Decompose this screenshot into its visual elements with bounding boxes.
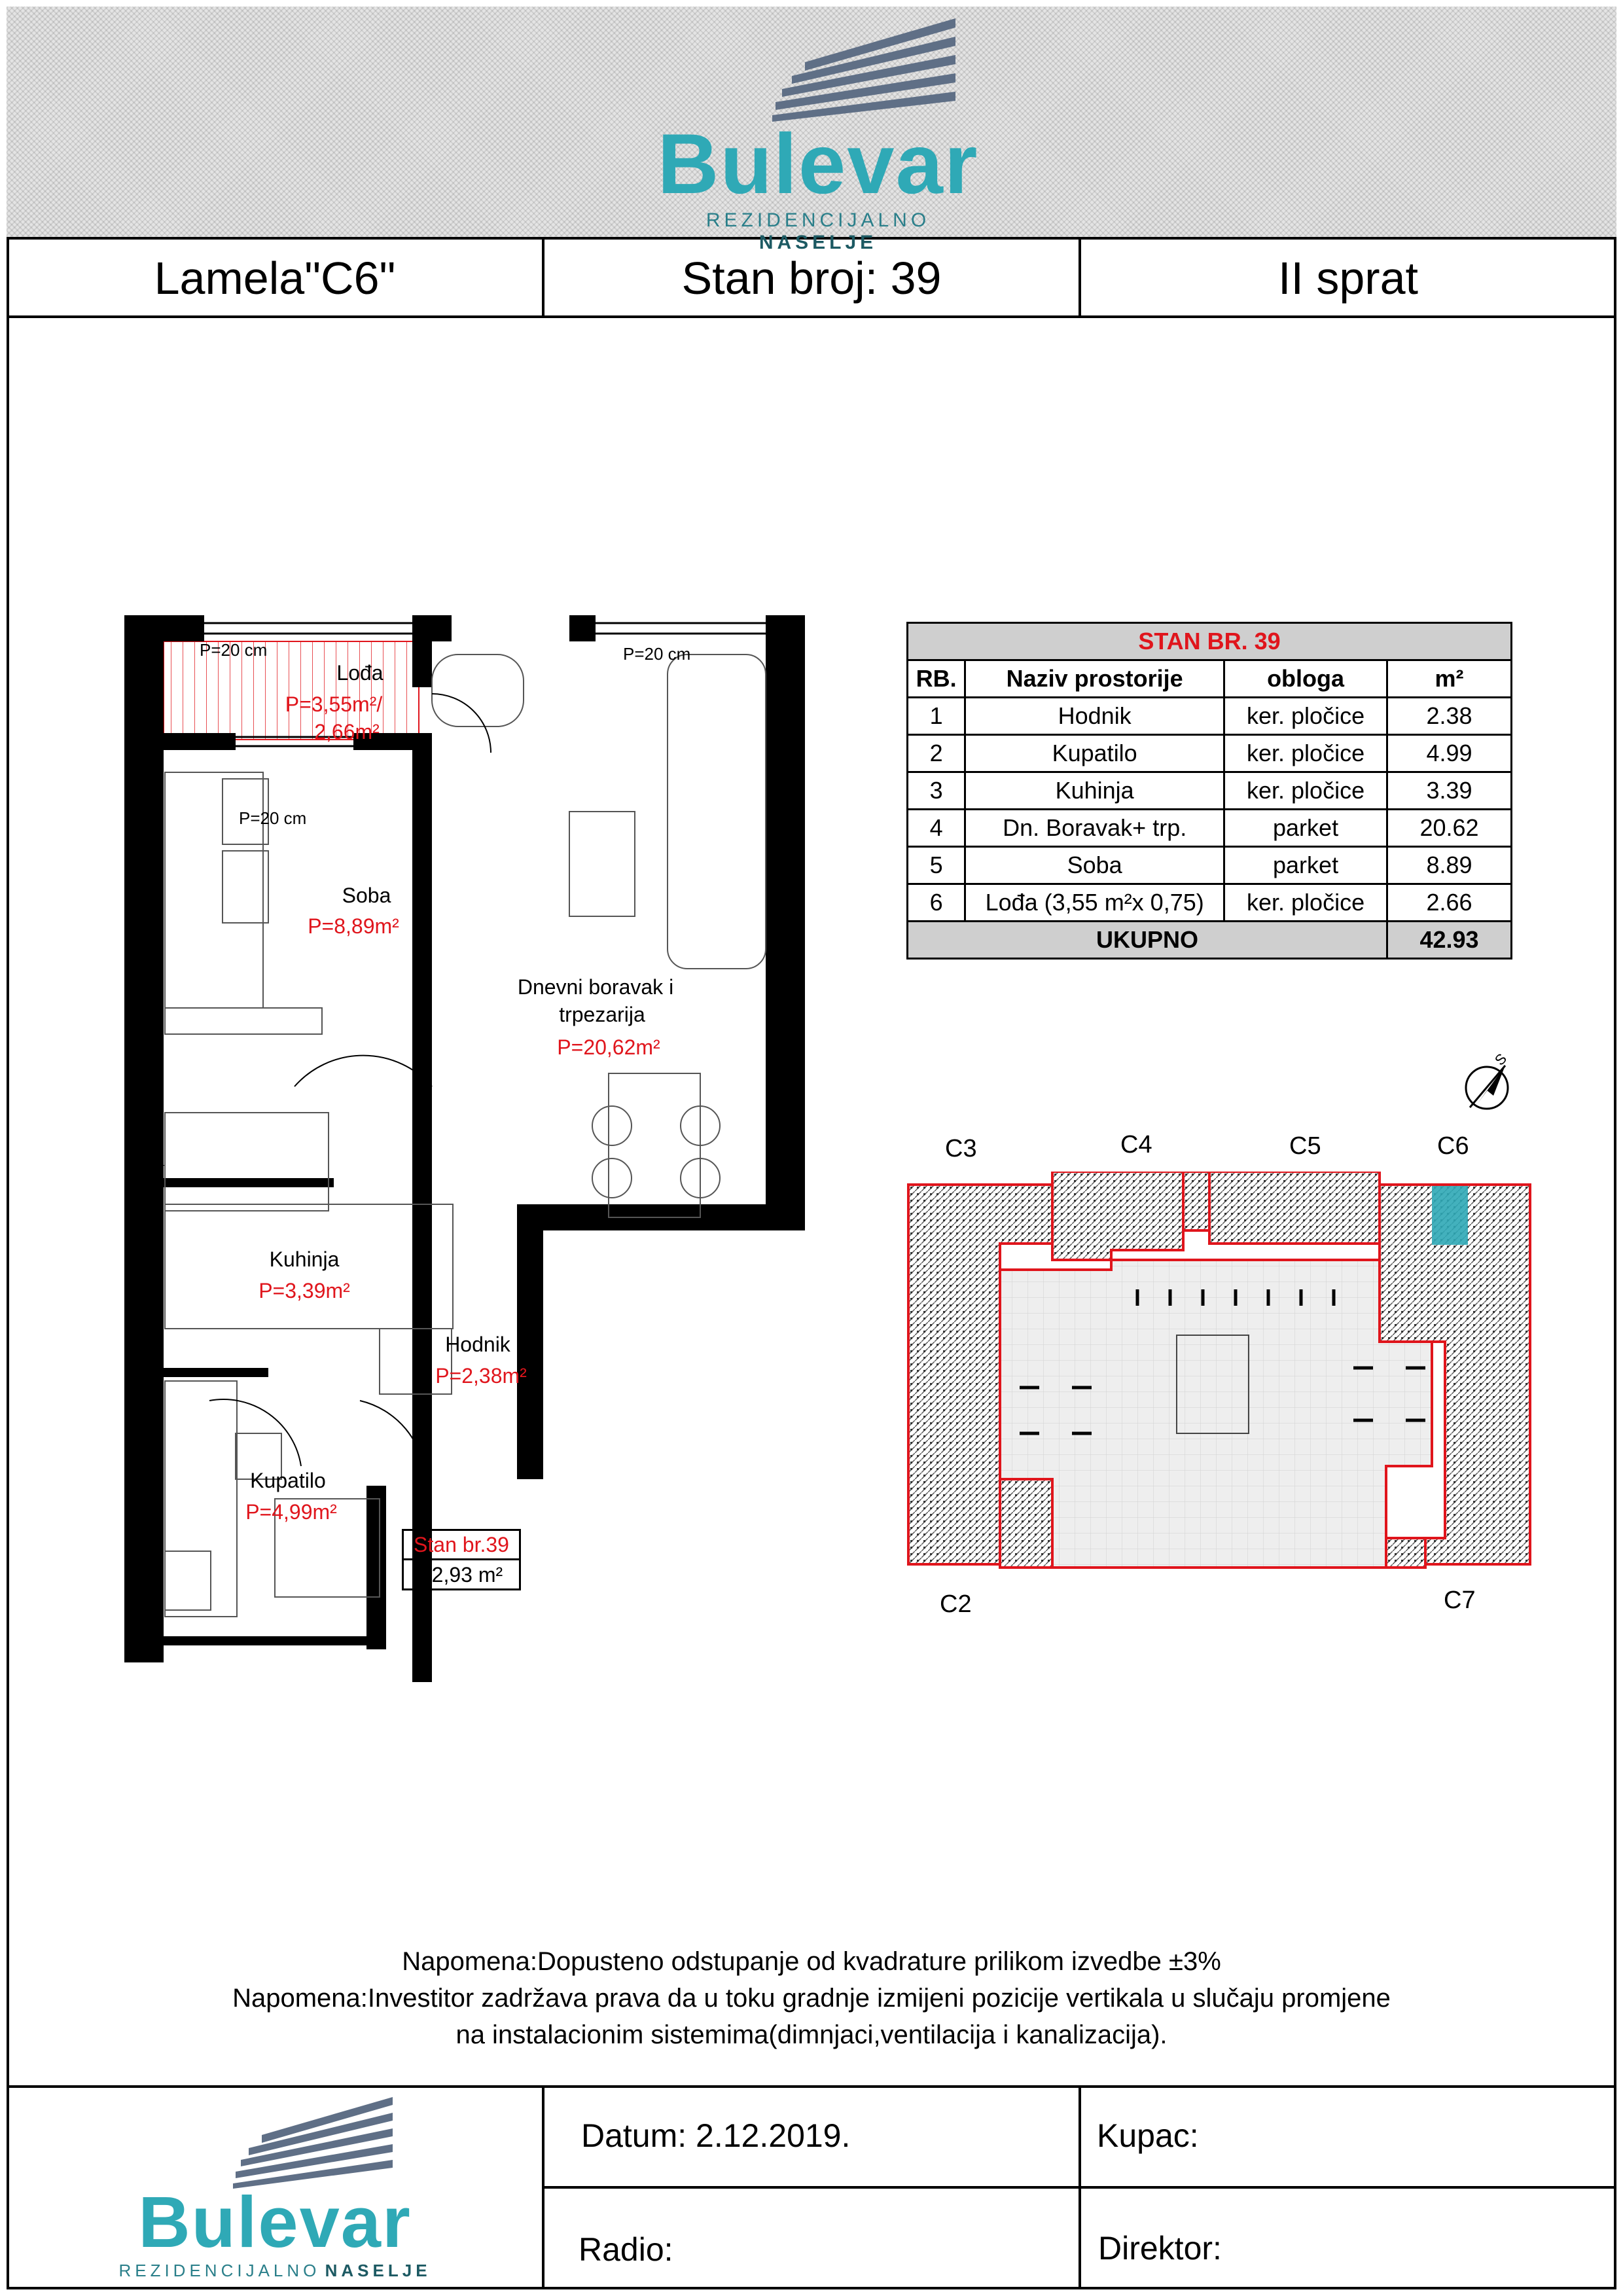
title-divider-1 <box>542 240 544 317</box>
stamp-title: Stan br.39 <box>404 1531 519 1560</box>
footer-logo <box>118 2092 432 2282</box>
brand-subtitle: REZIDENCIJALNO NASELJE <box>705 209 931 253</box>
col-m2: m² <box>1387 660 1512 698</box>
room-kuhinja-name: Kuhinja <box>269 1247 340 1271</box>
table-row: 1 Hodnik ker. pločice 2.38 <box>908 698 1512 735</box>
room-loggia-name: Lođa <box>336 661 383 685</box>
note-1: Napomena:Dopusteno odstupanje od kvadrature prilikom izvedbe ±3% <box>402 1947 1221 1976</box>
lamela-c4: C4 <box>1120 1131 1152 1158</box>
room-kupatilo-name: Kupatilo <box>250 1469 326 1492</box>
compass-label: S <box>1491 1050 1510 1069</box>
room-soba-name: Soba <box>342 884 391 907</box>
room-loggia-area-a: P=3,55m²/ <box>285 692 383 716</box>
width-label-loggia: P=20 cm <box>200 640 268 660</box>
room-table <box>906 622 1512 960</box>
room-loggia-area-b: 2,66m² <box>314 720 380 744</box>
apartment-stamp <box>402 1529 521 1590</box>
total-value: 42.93 <box>1387 922 1512 959</box>
kupac-field: Kupac: <box>1097 2117 1199 2154</box>
table-row: 6 Lođa (3,55 m²x 0,75) ker. pločice 2.66 <box>908 884 1512 922</box>
radio-field: Radio: <box>579 2231 673 2268</box>
stan-number: Stan broj: 39 <box>681 253 942 304</box>
lamela-c2: C2 <box>940 1590 972 1618</box>
building-logo-icon <box>648 13 988 124</box>
room-hodnik-area: P=2,38m² <box>435 1364 527 1388</box>
lamela-c7: C7 <box>1444 1587 1476 1614</box>
lamela-c6: C6 <box>1437 1132 1469 1160</box>
room-living-area: P=20,62m² <box>557 1035 660 1059</box>
site-plan <box>902 1172 1537 1590</box>
lamela-label: Lamela"C6" <box>154 253 396 304</box>
table-title: STAN BR. 39 <box>908 623 1512 660</box>
room-living-name-a: Dnevni boravak i <box>517 975 674 999</box>
direktor-field: Direktor: <box>1098 2230 1222 2267</box>
total-label: UKUPNO <box>908 922 1387 959</box>
room-kupatilo-area: P=4,99m² <box>245 1500 337 1524</box>
datum-field: Datum: 2.12.2019. <box>581 2117 851 2154</box>
note-2: Napomena:Investitor zadržava prava da u toku gradnje izmijeni pozicije vertikala u slučaju promjene <box>232 1984 1391 2013</box>
width-label-room: P=20 cm <box>239 808 307 828</box>
lamela-c5: C5 <box>1289 1132 1321 1160</box>
building-logo-icon <box>118 2092 432 2190</box>
brand-logo <box>648 13 988 253</box>
table-row: 4 Dn. Boravak+ trp. parket 20.62 <box>908 810 1512 847</box>
table-header-row <box>908 660 1512 698</box>
lamela-c3: C3 <box>945 1135 977 1162</box>
title-divider-2 <box>1079 240 1081 317</box>
width-label-living: P=20 cm <box>623 644 691 664</box>
room-kuhinja-area: P=3,39m² <box>259 1279 350 1302</box>
compass-icon <box>1453 1047 1525 1119</box>
room-soba-area: P=8,89m² <box>308 914 399 938</box>
table-row: 2 Kupatilo ker. pločice 4.99 <box>908 735 1512 772</box>
col-obloga: obloga <box>1224 660 1387 698</box>
table-row: 5 Soba parket 8.89 <box>908 847 1512 884</box>
stamp-area: 42,93 m² <box>419 1563 503 1587</box>
room-hodnik-name: Hodnik <box>445 1333 510 1356</box>
floor-label: II sprat <box>1278 253 1418 304</box>
room-living-name-b: trpezarija <box>559 1003 645 1026</box>
table-total-row <box>908 922 1512 959</box>
footer-top-line <box>7 2085 1616 2088</box>
apartment-39-highlight <box>1432 1186 1468 1245</box>
col-naziv: Naziv prostorije <box>965 660 1224 698</box>
title-row-bottom-line <box>7 315 1616 318</box>
footer-brand-subtitle: REZIDENCIJALNO NASELJE <box>118 2261 431 2280</box>
footer-brand-name: Bulevar <box>138 2182 412 2263</box>
footer-mid-line <box>543 2186 1616 2189</box>
col-rb: RB. <box>908 660 965 698</box>
note-3: na instalacionim sistemima(dimnjaci,ventilacija i kanalizacija). <box>455 2020 1168 2049</box>
table-row: 3 Kuhinja ker. pločice 3.39 <box>908 772 1512 810</box>
brand-name: Bulevar <box>657 116 979 211</box>
